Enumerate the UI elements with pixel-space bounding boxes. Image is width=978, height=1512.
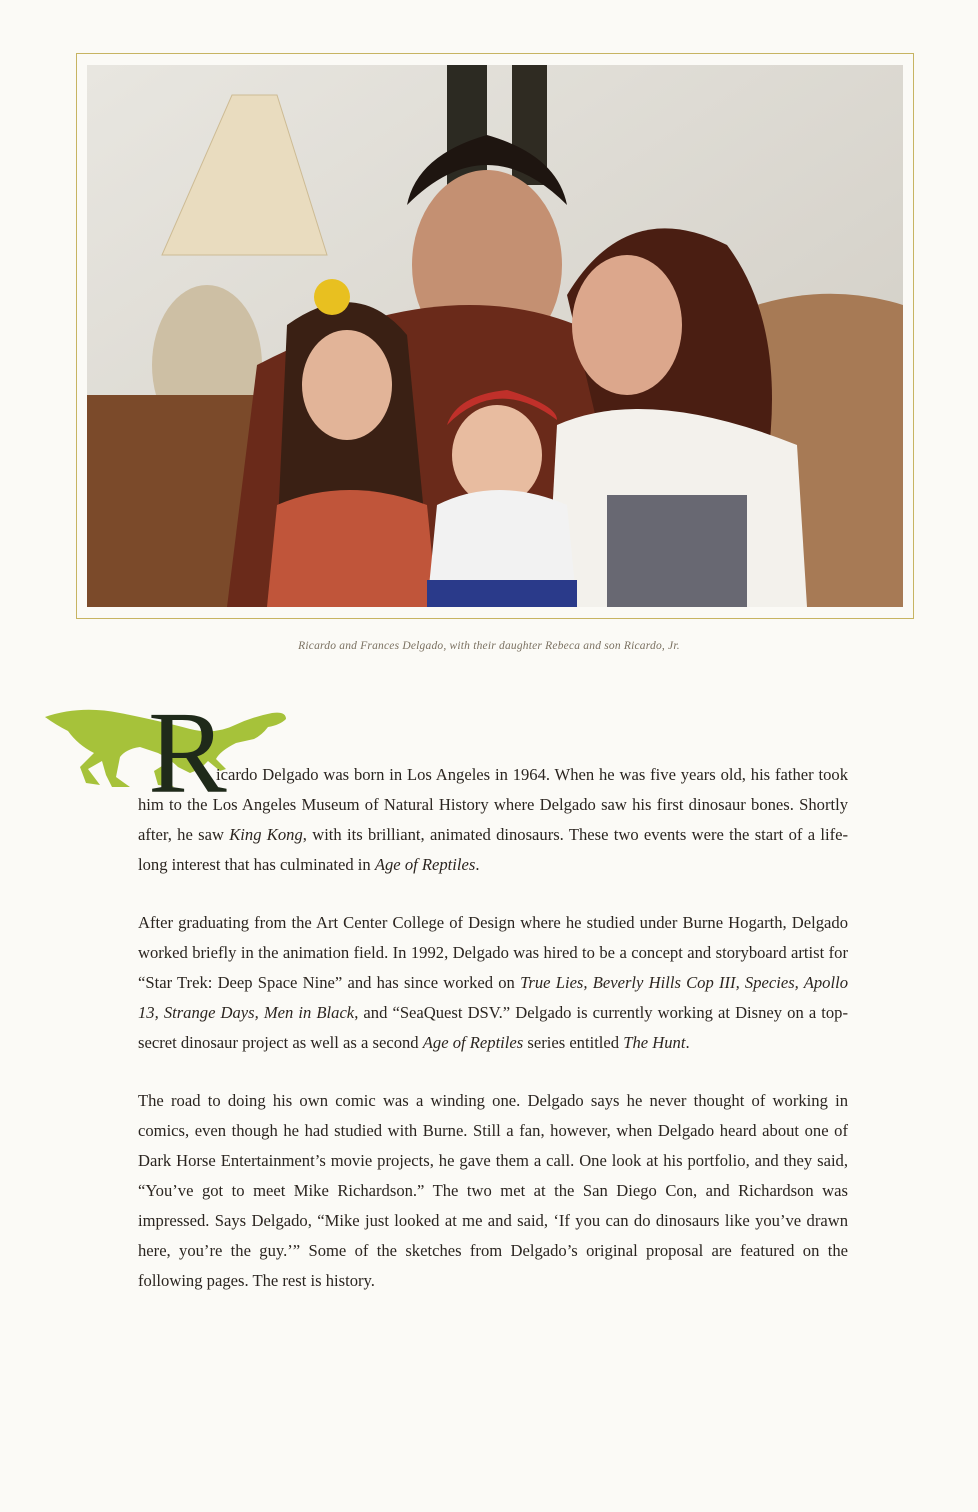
drop-cap: R	[148, 687, 227, 818]
paragraph-1	[138, 760, 848, 880]
article-body	[138, 760, 848, 1324]
text-run: , and “SeaQuest DSV.” Delgado is currently working at Disney on a top-secret dinosaur project as well as a second	[138, 1003, 849, 1052]
italic-title: Age of Reptiles	[374, 855, 476, 874]
text-run: icardo Delgado was born in Los Angeles in 1964. When he was five years old, his father took him to the Los Angeles Museum of Natural History where Delgado saw his first dinosaur bones. Shortly after, he saw	[138, 765, 848, 844]
family-photo	[87, 65, 903, 607]
paragraph-3	[138, 1086, 848, 1296]
text-run: .	[475, 855, 480, 874]
italic-title: Age of Reptiles	[422, 1033, 524, 1052]
text-run: series entitled	[523, 1033, 624, 1052]
family-photo-illustration	[87, 65, 903, 607]
paragraph-2	[138, 908, 848, 1058]
italic-title: King Kong	[229, 825, 303, 844]
text-run: The road to doing his own comic was a winding one. Delgado says he never thought of working in comics, even though he had studied with Burne. Still a fan, however, when Delgado heard about one of Dark Horse Entertainment’s movie projects, he gave them a call. One look at his portfolio, and they said, “You’ve got to meet Mike Richardson.” The two met at the San Diego Con, and Richardson was impressed. Says Delgado, “Mike just looked at me and said, ‘If you can do dinosaurs like you’ve drawn here, you’re the guy.’” Some of the sketches from Delgado’s original proposal are featured on the following pages. The rest is history.	[138, 1091, 848, 1290]
text-run: After graduating from the Art Center College of Design where he studied under Burne Hogarth, Delgado worked briefly in the animation field. In 1992, Delgado was hired to be a concept and storyboard artist for “Star Trek: Deep Space Nine” and has since worked on	[138, 913, 848, 992]
text-run: , with its brilliant, animated dinosaurs. These two events were the start of a life-long interest that has culminated in	[138, 825, 848, 874]
italic-title: True Lies, Beverly Hills Cop III, Species, Apollo 13, Strange Days, Men in Black	[138, 973, 848, 1022]
text-run: .	[685, 1033, 690, 1052]
italic-title: The Hunt	[623, 1033, 686, 1052]
photo-caption: Ricardo and Frances Delgado, with their daughter Rebeca and son Ricardo, Jr.	[298, 640, 680, 652]
